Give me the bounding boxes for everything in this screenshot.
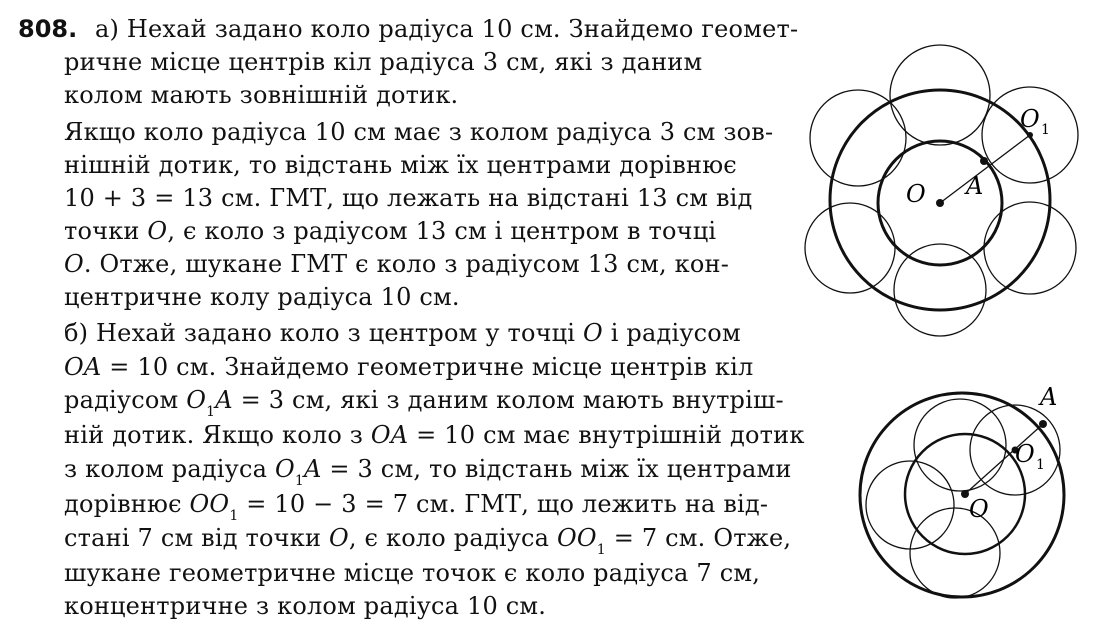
center-point-O [961,490,969,498]
var-A: A [215,386,233,414]
part-a-line-4: Якщо коло радіуса 10 см має з колом радіуса 3 см зов- [64,118,774,146]
subscript-1: 1 [294,473,304,489]
label-O1-subscript: 1 [1036,457,1045,473]
text-fragment: = 10 − 3 = 7 см. ГМТ, що лежить на від- [238,490,769,518]
part-a-line-3: колом мають зовнішній дотик. [64,81,459,109]
text-fragment: точки [64,217,148,245]
text-fragment: = 3 см, які з даним колом мають внутріш- [232,386,784,414]
text-fragment: радіусом [64,386,187,414]
label-O1-subscript: 1 [1041,122,1050,138]
var-O: O [328,524,349,552]
problem-number: 808. [18,15,78,43]
label-O1: O [1020,105,1040,133]
part-a-line-2: ричне місце центрів кіл радіуса 3 см, які з даним [64,48,703,76]
tangent-point-A [1039,420,1047,428]
part-a-line-1: а) Нехай задано коло радіуса 10 см. Знайдемо геомет- [95,15,799,43]
part-b-line-9: концентричне з колом радіуса 10 см. [64,592,547,620]
text-fragment: = 3 см, то відстань між їх центрами [321,455,792,483]
text-fragment: = 10 см. Знайдемо геометричне місце центрів кіл [101,353,754,381]
subscript-1: 1 [596,542,606,558]
var-OO: OO [557,524,597,552]
text-fragment: , є коло з радіусом 13 см і центром в точці [167,217,717,245]
subscript-1: 1 [206,404,216,420]
var-O: O [583,319,603,347]
part-b-line-8: шукане геометричне місце точок є коло радіуса 7 см, [64,559,761,587]
text-fragment: = 7 см. Отже, [605,524,792,552]
tangent-circle [866,461,954,549]
text-fragment: ній дотик. Якщо коло з [64,421,371,449]
part-a-line-6: 10 + 3 = 13 см. ГМТ, що лежать на відстані 13 см від [64,184,753,212]
label-O: O [906,180,926,208]
var-OA: OA [64,353,102,381]
text-fragment: . Отже, шукане ГМТ є коло з радіусом 13 см, кон- [83,250,729,278]
var-OA: OA [370,421,409,449]
var-A: A [304,455,322,483]
label-O: O [969,495,989,523]
tangent-circle [914,399,1006,491]
var-O: O [64,250,84,278]
subscript-1: 1 [229,508,239,524]
var-O: O [186,386,207,414]
label-A: A [1040,383,1058,411]
var-O: O [275,455,295,483]
text-fragment: , є коло радіуса [348,524,558,552]
text-fragment: = 10 см має внутрішній дотик [408,421,805,449]
part-a-line-9: центричне колу радіуса 10 см. [64,283,460,311]
text-fragment: і радіусом [602,319,741,347]
label-O1: O [1015,440,1035,468]
var-O: O [147,217,168,245]
text-fragment: дорівнює [64,490,190,518]
text-fragment: з колом радіуса [64,455,275,483]
small-circles [866,399,1060,598]
text-fragment: б) Нехай задано коло з центром у точці [64,319,583,347]
text-fragment: стані 7 см від точки [64,524,329,552]
var-OO: OO [189,490,230,518]
label-A: A [966,172,984,200]
part-a-line-5: нішній дотик, то відстань між їх центрами дорівнює [64,151,737,179]
